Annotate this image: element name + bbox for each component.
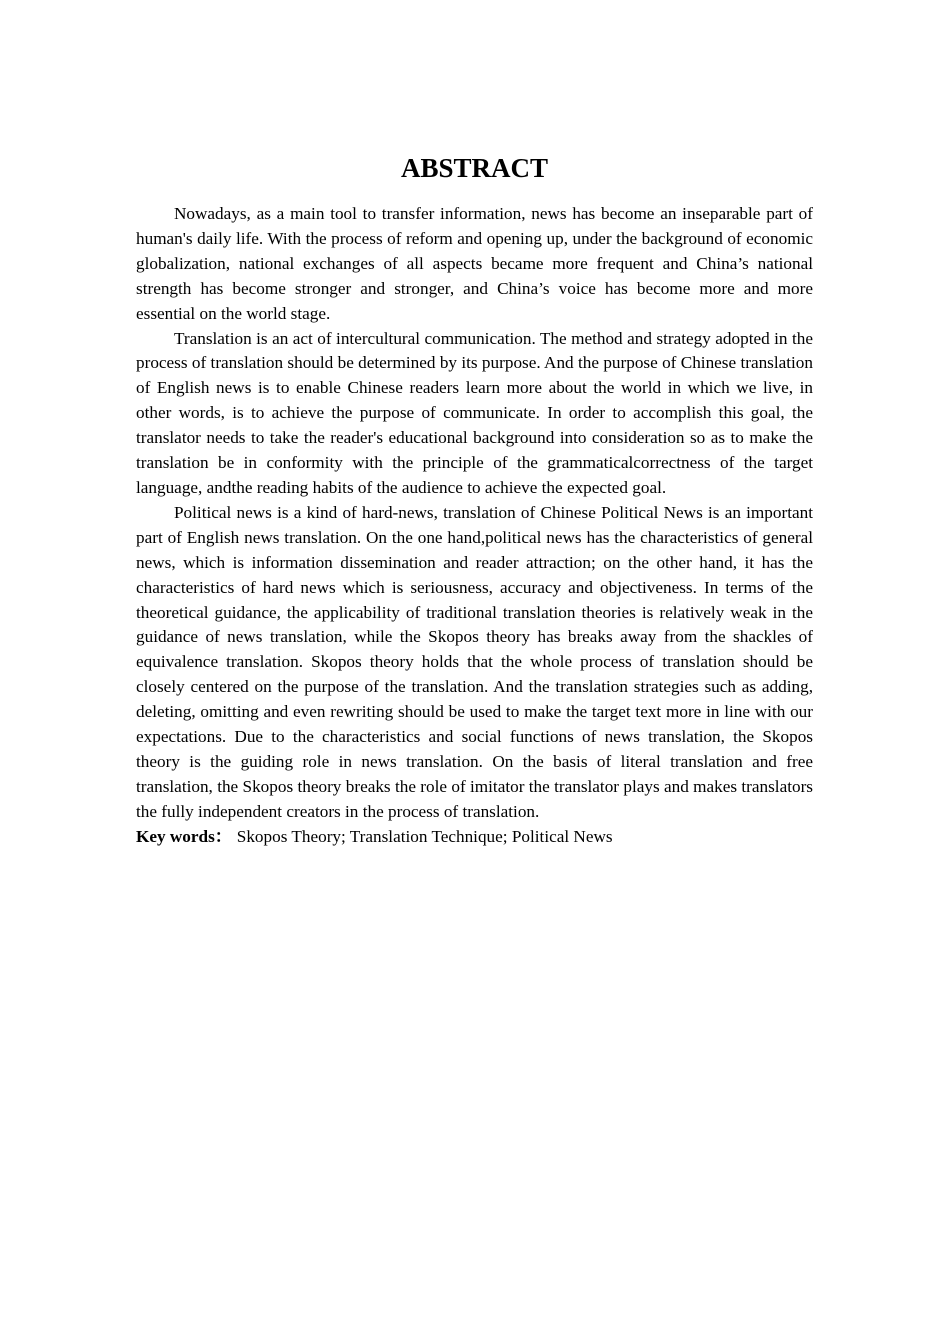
abstract-page xyxy=(136,148,813,850)
abstract-paragraph-3: Political news is a kind of hard-news, translation of Chinese Political News is an important part of English news translation. On the one hand,political news has the characteristics of general news, which is information dissemination and reader attraction; on the other hand, it has the characteristics of hard news which is seriousness, accuracy and objectiveness. In terms of the theoretical guidance, the applicability of traditional translation theories is relatively weak in the guidance of news translation, while the Skopos theory has breaks away from the shackles of equivalence translation. Skopos theory holds that the whole process of translation should be closely centered on the purpose of the translation. And the translation strategies such as adding, deleting, omitting and even rewriting should be used to make the target text more in line with our expectations. Due to the characteristics and social functions of news translation, the Skopos theory is the guiding role in news translation. On the basis of literal translation and free translation, the Skopos theory breaks the role of imitator the translator plays and makes translators the fully independent creators in the process of translation. xyxy=(136,502,813,821)
abstract-title: ABSTRACT xyxy=(400,153,549,183)
abstract-paragraph-2: Translation is an act of intercultural communication. The method and strategy adopted in the process of translation should be determined by its purpose. And the purpose of Chinese translation of English news is to enable Chinese readers learn more about the world in which we live, in other words, is to achieve the purpose of communicate. In order to accomplish this goal, the translator needs to take the reader's educational background into consideration so as to make the translation be in conformity with the principle of the grammaticalcorrectness of the target language, andthe reading habits of the audience to achieve the expected goal. xyxy=(136,328,813,497)
keywords-line xyxy=(136,825,813,850)
abstract-paragraph-1: Nowadays, as a main tool to transfer information, news has become an inseparable part of human's daily life. With the process of reform and opening up, under the background of economic globalization, national exchanges of all aspects became more frequent and China’s national strength has become stronger and stronger, and China’s voice has become more and more essential on the world stage. xyxy=(136,204,813,323)
keywords-text: Skopos Theory; Translation Technique; Political News xyxy=(236,826,613,846)
keywords-label: Key words xyxy=(136,826,215,846)
keywords-separator: ： xyxy=(214,826,232,846)
